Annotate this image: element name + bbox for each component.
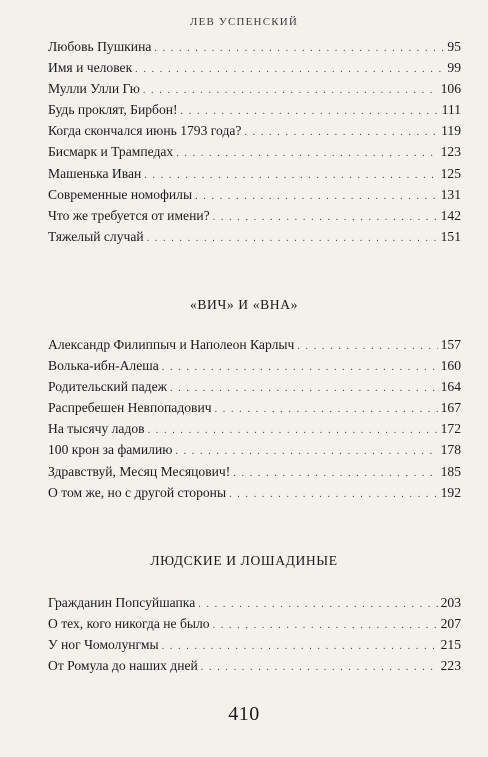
dot-leader [135, 59, 444, 80]
toc-entry-page: 142 [440, 207, 461, 223]
toc-entry-page: 172 [440, 421, 461, 437]
toc-entry-title: Александр Филиппыч и Наполеон Карлыч [48, 337, 295, 352]
toc-entry-title: Когда скончался июнь 1793 года? [48, 123, 242, 139]
toc-entry-title: Машенька Иван [48, 165, 142, 181]
toc-entry-page: 192 [440, 484, 461, 500]
toc-section-2 [48, 334, 461, 503]
dot-leader [143, 80, 438, 101]
toc-entry [48, 226, 461, 247]
toc-entry-page: 123 [440, 144, 461, 160]
toc-entry [48, 334, 461, 355]
toc-entry-title: Бисмарк и Трампедах [48, 144, 174, 160]
toc-entry-title: Тяжелый случай [48, 228, 144, 244]
toc-entry-page: 95 [447, 39, 461, 54]
toc-entry [48, 418, 461, 439]
toc-entry [48, 634, 461, 655]
dot-leader [176, 143, 437, 164]
toc-entry-title: Любовь Пушкина [48, 39, 152, 54]
toc-entry [48, 205, 461, 226]
toc-entry-page: 207 [440, 616, 461, 632]
dot-leader [147, 228, 438, 249]
page-number: 410 [228, 703, 260, 725]
toc-entry [48, 376, 461, 397]
toc-entry-title: Родительский падеж [48, 379, 168, 395]
toc-entry [48, 613, 461, 634]
toc-entry-page: 157 [440, 337, 461, 352]
toc-entry-title: 100 крон за фамилию [48, 442, 173, 458]
toc-entry-title: Волька-ибн-Алеша [48, 358, 159, 374]
dot-leader [175, 441, 437, 462]
toc-entry [48, 439, 461, 460]
toc-entry [48, 57, 461, 78]
toc-entry-page: 99 [447, 60, 461, 76]
toc-entry-page: 185 [440, 463, 461, 479]
toc-entry-title: Будь проклят, Бирбон! [48, 102, 178, 118]
toc-entry-page: 160 [440, 358, 461, 374]
toc-entry-title: Современные номофилы [48, 186, 193, 202]
dot-leader [215, 399, 438, 420]
section-heading-vich-vna: «ВИЧ» И «ВНА» [189, 297, 299, 312]
toc-entry-title: О тех, кого никогда не было [48, 616, 210, 632]
toc-entry-title: Мулли Улли Гю [48, 81, 140, 97]
dot-leader [213, 615, 438, 636]
toc-entry-page: 164 [440, 379, 461, 395]
dot-leader [201, 657, 438, 678]
toc-entry-page: 203 [440, 595, 461, 610]
toc-entry-page: 125 [440, 165, 461, 181]
toc-entry-page: 215 [440, 637, 461, 653]
toc-entry-page: 111 [441, 102, 461, 118]
toc-entry [48, 99, 461, 120]
dot-leader [170, 378, 438, 399]
toc-entry-page: 167 [440, 400, 461, 416]
toc-entry-title: Гражданин Попсуйшапка [48, 595, 196, 610]
toc-entry-title: От Ромула до наших дней [48, 658, 198, 674]
toc-entry-title: О том же, но с другой стороны [48, 484, 227, 500]
dot-leader [144, 165, 437, 186]
toc-entry-title: Что же требуется от имени? [48, 207, 210, 223]
toc-entry [48, 397, 461, 418]
toc-entry-page: 223 [440, 658, 461, 674]
toc-entry [48, 592, 461, 613]
dot-leader [229, 484, 438, 505]
toc-entry [48, 141, 461, 162]
dot-leader [195, 186, 438, 207]
toc-entry [48, 120, 461, 141]
dot-leader [154, 38, 444, 59]
dot-leader [213, 207, 438, 228]
toc-section-1 [48, 36, 461, 247]
dot-leader [181, 101, 439, 122]
toc-entry [48, 461, 461, 482]
toc-entry-page: 119 [441, 123, 461, 139]
toc-entry [48, 655, 461, 676]
toc-entry-page: 106 [440, 81, 461, 97]
toc-entry [48, 36, 461, 57]
toc-entry-title: Здравствуй, Месяц Месяцович! [48, 463, 231, 479]
dot-leader [162, 357, 438, 378]
dot-leader [244, 122, 438, 143]
toc-entry [48, 78, 461, 99]
dot-leader [198, 594, 437, 615]
dot-leader [297, 336, 437, 357]
dot-leader [162, 636, 438, 657]
toc-entry-title: Имя и человек [48, 60, 133, 76]
running-head: ЛЕВ УСПЕНСКИЙ [189, 16, 299, 28]
toc-entry-title: У ног Чомолунгмы [48, 637, 159, 653]
toc-entry [48, 482, 461, 503]
dot-leader [148, 420, 438, 441]
toc-entry-page: 178 [440, 442, 461, 458]
toc-entry-title: Распребешен Невпопадович [48, 400, 212, 416]
toc-entry [48, 184, 461, 205]
toc-entry [48, 163, 461, 184]
toc-entry-page: 151 [440, 228, 461, 244]
toc-entry-page: 131 [440, 186, 461, 202]
toc-section-3 [48, 592, 461, 676]
toc-entry [48, 355, 461, 376]
toc-entry-title: На тысячу ладов [48, 421, 145, 437]
section-heading-lyudskie: ЛЮДСКИЕ И ЛОШАДИНЫЕ [150, 553, 338, 568]
dot-leader [233, 463, 437, 484]
